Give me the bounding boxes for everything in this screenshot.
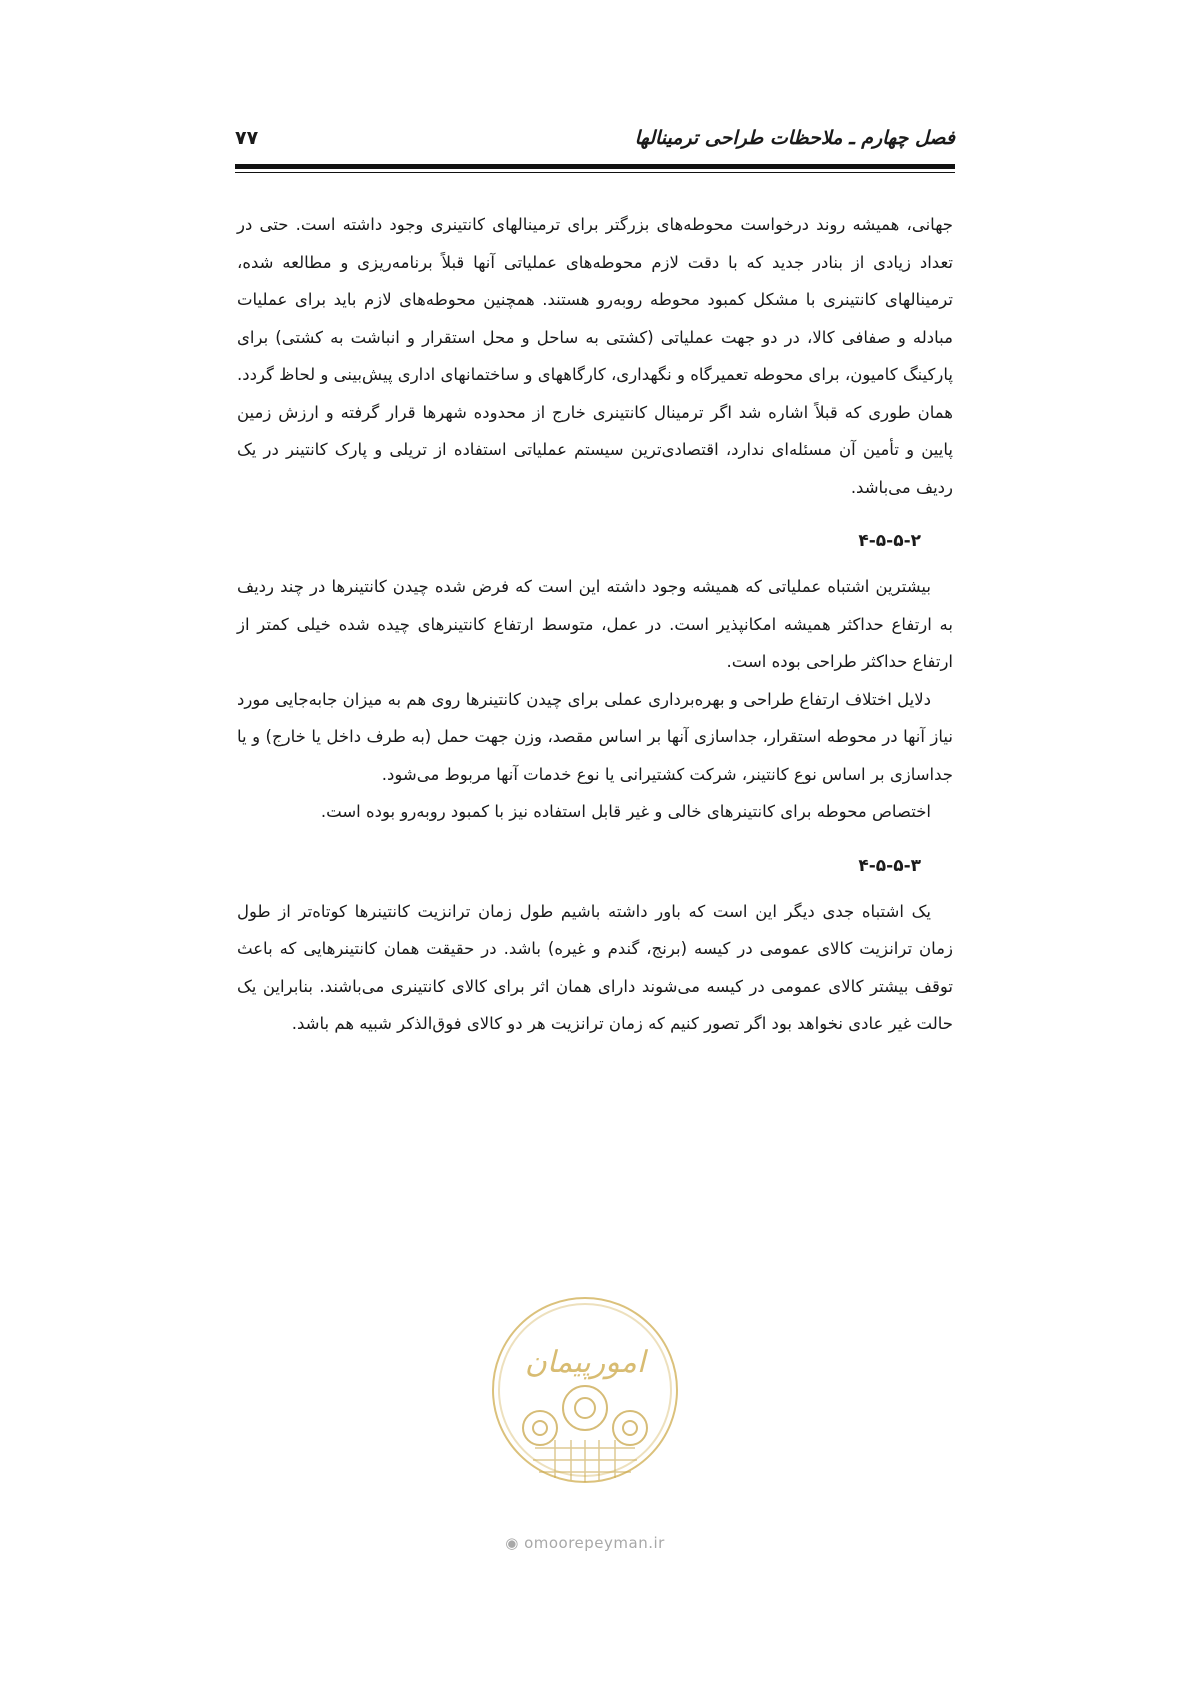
paragraph: دلایل اختلاف ارتفاع طراحی و بهره‌برداری عملی برای چیدن کانتینرها روی هم به میزان جابه‌جایی مورد نیاز آنها در محوطه استقرار، جداسازی آنها بر اساس مقصد، وزن جهت حمل (به طرف داخل یا خارج) و یا جداسازی بر اساس نوع کانتینر، شرکت کشتیرانی یا نوع خدمات آنها مربوط می‌شود. (237, 689, 953, 784)
globe-icon: ◉ (505, 1534, 519, 1552)
paragraph: اختصاص محوطه برای کانتینرهای خالی و غیر قابل استفاده نیز با کمبود روبه‌رو بوده است. (320, 802, 931, 821)
logo-text: امورپیمان (524, 1345, 646, 1380)
section-heading: ۴-۵-۵-۲ (858, 531, 921, 551)
header-rule-thick (235, 164, 955, 169)
running-header (235, 118, 955, 158)
paragraph: بیشترین اشتباه عملیاتی که همیشه وجود داشته این است که فرض شده چیدن کانتینرها در چند ردیف به ارتفاع حداکثر همیشه امکانپذیر است. در عمل، متوسط ارتفاع کانتینرهای چیده شده خیلی کمتر از ارتفاع حداکثر طراحی بوده است. (237, 577, 953, 671)
chapter-title: فصل چهارم ـ ملاحظات طراحی ترمینالها (634, 127, 955, 149)
page-body (237, 206, 953, 1043)
page-number: ۷۷ (235, 127, 259, 149)
section-heading: ۴-۵-۵-۳ (858, 855, 921, 876)
paragraph: یک اشتباه جدی دیگر این است که باور داشته باشیم طول زمان ترانزیت کانتینرها کوتاه‌تر از طول زمان ترانزیت کالای عمومی در کیسه (برنج، گندم و غیره) باشد. در حقیقت همان کانتینرهایی که باعث توقف بیشتر کالای عمومی در کیسه می‌شوند دارای همان اثر برای کالای کانتینری می‌باشند. بنابراین یک حالت غیر عادی نخواهد بود اگر تصور کنیم که زمان ترانزیت هر دو کالای فوق‌الذکر شبیه هم باشد. (237, 901, 953, 1033)
paragraph: جهانی، همیشه روند درخواست محوطه‌های بزرگتر برای ترمینالهای کانتینری وجود داشته است. حتی در تعداد زیادی از بنادر جدید که با دقت لازم محوطه‌های عملیاتی آنها قبلاً برنامه‌ریزی و مطالعه شده، ترمینالهای کانتینری با مشکل کمبود محوطه روبه‌رو هستند. همچنین محوطه‌های لازم باید برای عملیات مبادله و صفافی کالا، در دو جهت عملیاتی (کشتی به ساحل و محل استقرار و انباشت به کشتی) برای پارکینگ کامیون، برای محوطه تعمیرگاه و نگهداری، کارگاههای و ساختمانهای اداری پیش‌بینی و لحاظ گردد. همان طوری که قبلاً اشاره شد اگر ترمینال کانتینری خارج از محدوده شهرها قرار گرفته و ارزش زمین پایین و تأمین آن مسئله‌ای ندارد، اقتصادی‌ترین سیستم عملیاتی استفاده از تریلی و پارک کانتینر در یک ردیف می‌باشد. (237, 215, 953, 497)
watermark-url: ◉ omoorepeyman.ir (505, 1534, 665, 1552)
watermark-logo (485, 1290, 685, 1490)
header-rule-thin (235, 172, 955, 173)
